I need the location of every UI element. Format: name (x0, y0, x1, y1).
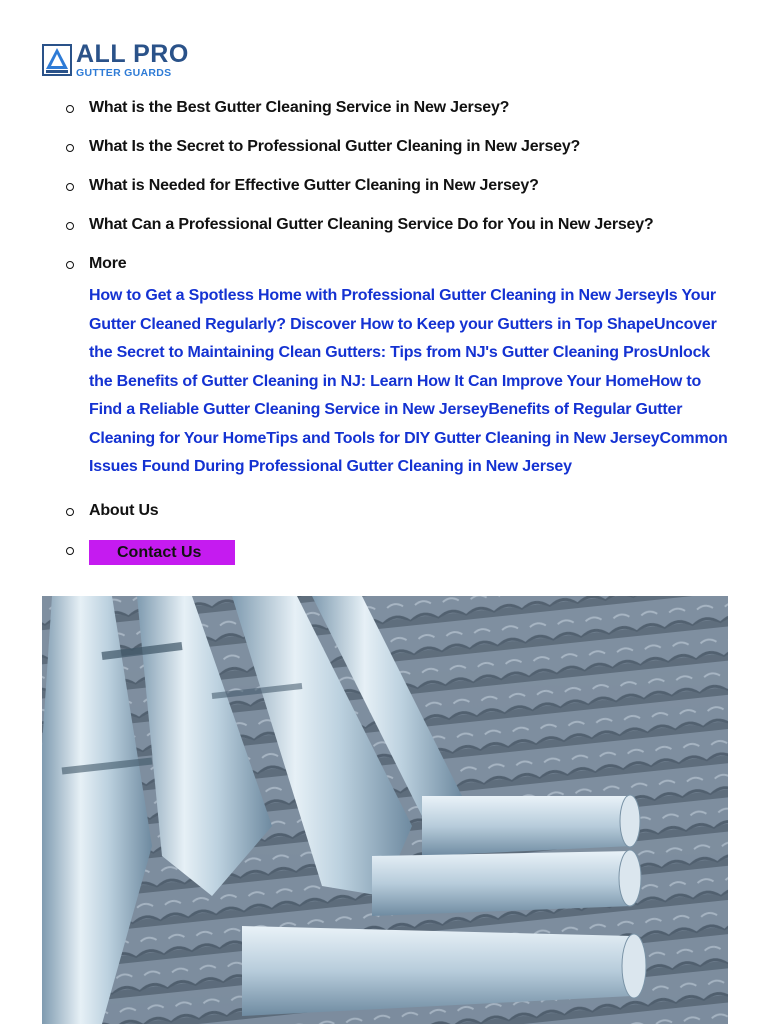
nav-item (0, 137, 770, 157)
nav-link-secret[interactable]: What Is the Secret to Professional Gutter Cleaning in New Jersey? (89, 138, 581, 155)
nav-link-more[interactable]: More (89, 255, 127, 272)
submenu-link[interactable]: Tips and Tools for DIY Gutter Cleaning in New Jersey (266, 429, 660, 447)
submenu-link[interactable]: Common Issues Found During Professional Gutter Cleaning in New Jersey (89, 429, 728, 475)
submenu-link[interactable]: Benefits of Regular Gutter Cleaning for Your Home (89, 401, 683, 447)
nav-item (0, 98, 770, 118)
bullet-icon (66, 144, 74, 152)
submenu-link[interactable]: How to Find a Reliable Gutter Cleaning Service in New Jersey (89, 372, 702, 418)
gutter-downspouts-photo (42, 596, 728, 1024)
bullet-icon (66, 547, 74, 555)
bullet-icon (66, 183, 74, 191)
nav-item-more (0, 254, 770, 482)
logo-subtitle: GUTTER GUARDS (76, 67, 172, 79)
submenu-link[interactable]: Is Your Gutter Cleaned Regularly? Discover How to Keep your Gutters in Top Shape (89, 287, 716, 333)
logo-house-icon (42, 43, 72, 77)
nav-item (0, 540, 770, 565)
nav-link-what-can[interactable]: What Can a Professional Gutter Cleaning Service Do for You in New Jersey? (89, 216, 654, 233)
hero-image (42, 596, 728, 1024)
site-logo[interactable] (42, 42, 189, 79)
contact-button[interactable]: Contact Us (89, 540, 235, 565)
nav-link-about[interactable]: About Us (89, 501, 159, 519)
nav-item (0, 176, 770, 196)
submenu-link[interactable]: Unlock the Benefits of Gutter Cleaning in NJ: Learn How It Can Improve Your Home (89, 344, 711, 390)
bullet-icon (66, 105, 74, 113)
nav-menu (0, 98, 770, 584)
submenu-link[interactable]: Uncover the Secret to Maintaining Clean Gutters: Tips from NJ's Gutter Cleaning Pros (89, 315, 717, 361)
more-submenu (89, 282, 729, 482)
nav-item (0, 501, 770, 521)
bullet-icon (66, 508, 74, 516)
bullet-icon (66, 222, 74, 230)
nav-link-needed[interactable]: What is Needed for Effective Gutter Cleaning in New Jersey? (89, 177, 539, 194)
nav-item (0, 215, 770, 235)
submenu-link[interactable]: How to Get a Spotless Home with Professional Gutter Cleaning in New Jersey (89, 287, 665, 304)
logo-title: ALL PRO (76, 40, 189, 68)
bullet-icon (66, 261, 74, 269)
nav-link-best-service[interactable]: What is the Best Gutter Cleaning Service in New Jersey? (89, 99, 510, 116)
